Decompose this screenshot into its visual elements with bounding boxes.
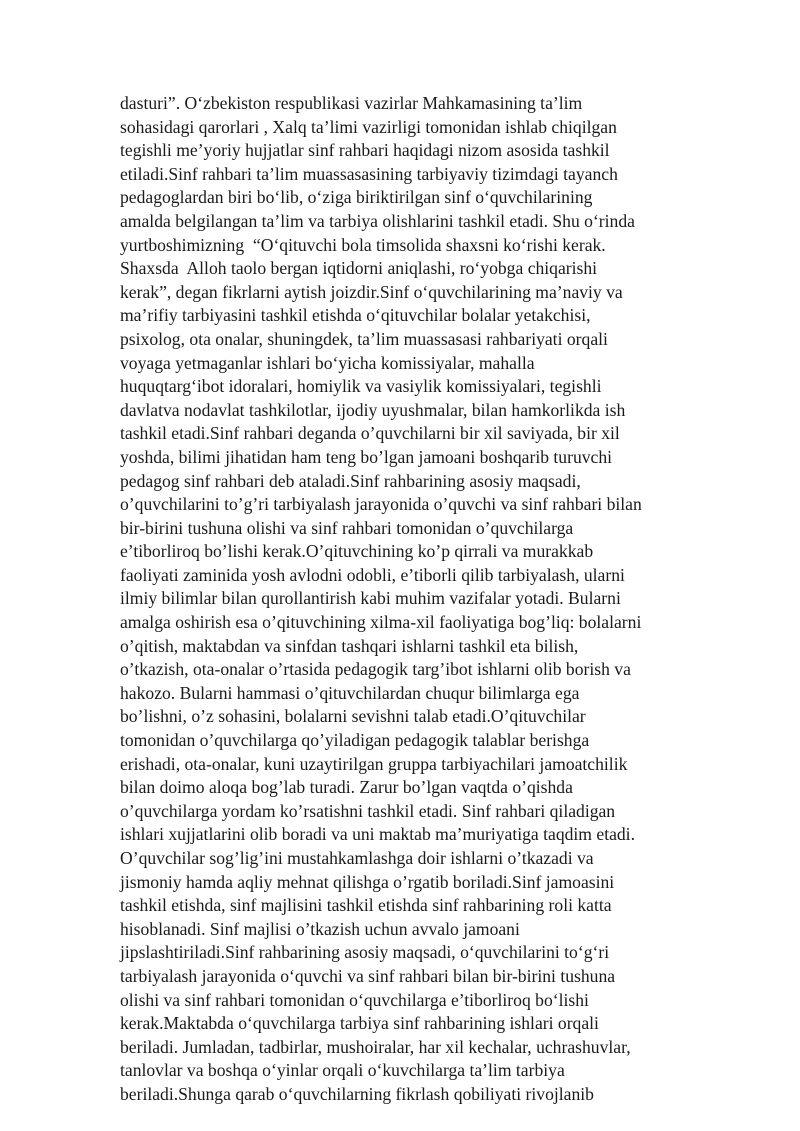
text-line: kerak”, degan fikrlarni aytish joizdir.Sinf o‘quvchilarining ma’naviy va [120,281,623,302]
text-line: yoshda, bilimi jihatidan ham teng bo’lgan jamoani boshqarib turuvchi [120,446,613,467]
text-line: O’quvchilar sog’lig’ini mustahkamlashga doir ishlarni o’tkazadi va [120,848,594,868]
text-line: tegishli me’yoriy hujjatlar sinf rahbari haqidagi nizom asosida tashkil [120,140,610,161]
text-line: amalda belgilangan ta’lim va tarbiya olishlarini tashkil etadi. Shu o‘rinda [120,210,635,231]
text-line: olishi va sinf rahbari tomonidan o‘quvchilarga e’tiborliroq bo‘lishi [120,989,589,1010]
text-line: ilmiy bilimlar bilan qurollantirish kabi muhim vazifalar yotadi. Bularni [120,588,621,609]
text-line: beriladi. Jumladan, tadbirlar, mushoiralar, har xil kechalar, uchrashuvlar, [120,1036,631,1057]
text-line: tarbiyalash jarayonida o‘quvchi va sinf rahbari bilan bir-birini tushuna [120,965,616,986]
text-line: bo’lishni, o’z sohasini, bolalarni sevishni talab etadi.O’qituvchilar [120,706,586,727]
text-line: bilan doimo aloqa bog’lab turadi. Zarur bo’lgan vaqtda o’qishda [120,777,573,798]
text-line: tanlovlar va boshqa o‘yinlar orqali o‘kuvchilarga ta’lim tarbiya [120,1060,565,1081]
text-line: hakozo. Bularni hammasi o’qituvchilardan chuqur bilimlarga ega [120,682,580,703]
text-line: hisoblanadi. Sinf majlisi o’tkazish uchun avvalo jamoani [120,918,520,939]
text-line: davlatva nodavlat tashkilotlar, ijodiy uyushmalar, bilan hamkorlikda ish [120,399,626,420]
text-line: o’tkazish, ota-onalar o’rtasida pedagogik targ’ibot ishlarni olib borish va [120,659,631,680]
text-line: pedagoglardan biri bo‘lib, o‘ziga biriktirilgan sinf o‘quvchilarining [120,187,593,208]
text-line: jismoniy hamda aqliy mehnat qilishga o’rgatib boriladi.Sinf jamoasini [120,871,615,892]
text-line: faoliyati zaminida yosh avlodni odobli, e’tiborli qilib tarbiyalash, ularni [120,564,625,585]
text-line: etiladi.Sinf rahbari ta’lim muassasasining tarbiyaviy tizimdagi tayanch [120,163,618,184]
text-line: voyaga yetmaganlar ishlari bo‘yicha komissiyalar, mahalla [120,352,535,373]
text-line: amalga oshirish esa o’qituvchining xilma-xil faoliyatiga bog’liq: bolalarni [120,612,642,633]
text-line: o’qitish, maktabdan va sinfdan tashqari ishlarni tashkil eta bilish, [120,635,579,656]
text-line: sohasidagi qarorlari , Xalq ta’limi vazirligi tomonidan ishlab chiqilgan [120,116,617,137]
text-line: dasturi”. O‘zbekiston respublikasi vazirlar Mahkamasining ta’lim [120,93,583,113]
text-line: tashkil etishda, sinf majlisini tashkil etishda sinf rahbarining roli katta [120,895,612,916]
text-line: ishlari xujjatlarini olib boradi va uni maktab ma’muriyatiga taqdim etadi. [120,824,635,845]
text-line: erishadi, ota-onalar, kuni uzaytirilgan gruppa tarbiyachilari jamoatchilik [120,753,628,774]
text-line: beriladi.Shunga qarab o‘quvchilarning fikrlash qobiliyati rivojlanib [120,1083,594,1104]
text-line: ma’rifiy tarbiyasini tashkil etishda o‘qituvchilar bolalar yetakchisi, [120,305,591,326]
text-line: e’tiborliroq bo’lishi kerak.O’qituvchining ko’p qirrali va murakkab [120,541,594,562]
text-line: tashkil etadi.Sinf rahbari deganda o’quvchilarni bir xil saviyada, bir xil [120,423,620,444]
text-line: o’quvchilarga yordam ko’rsatishni tashkil etadi. Sinf rahbari qiladigan [120,800,616,821]
text-line: huquqtarg‘ibot idoralari, homiylik va vasiylik komissiyalari, tegishli [120,376,602,397]
text-line: yurtboshimizning “O‘qituvchi bola timsolida shaxsni ko‘rishi kerak. [120,234,606,255]
text-line: jipslashtiriladi.Sinf rahbarining asosiy maqsadi, o‘quvchilarini to‘g‘ri [120,942,610,963]
text-line: psixolog, ota onalar, shuningdek, ta’lim muassasasi rahbariyati orqali [120,328,608,349]
body-text [120,92,690,1107]
text-line: o’quvchilarini to’g’ri tarbiyalash jarayonida o’quvchi va sinf rahbari bilan [120,494,642,515]
text-line: Shaxsda Alloh taolo bergan iqtidorni aniqlashi, ro‘yobga chiqarishi [120,258,598,279]
text-line: bir-birini tushuna olishi va sinf rahbari tomonidan o’quvchilarga [120,517,574,538]
text-line: tomonidan o’quvchilarga qo’yiladigan pedagogik talablar berishga [120,730,590,751]
text-line: pedagog sinf rahbari deb ataladi.Sinf rahbarining asosiy maqsadi, [120,470,581,491]
text-line: kerak.Maktabda o‘quvchilarga tarbiya sinf rahbarining ishlari orqali [120,1013,599,1034]
